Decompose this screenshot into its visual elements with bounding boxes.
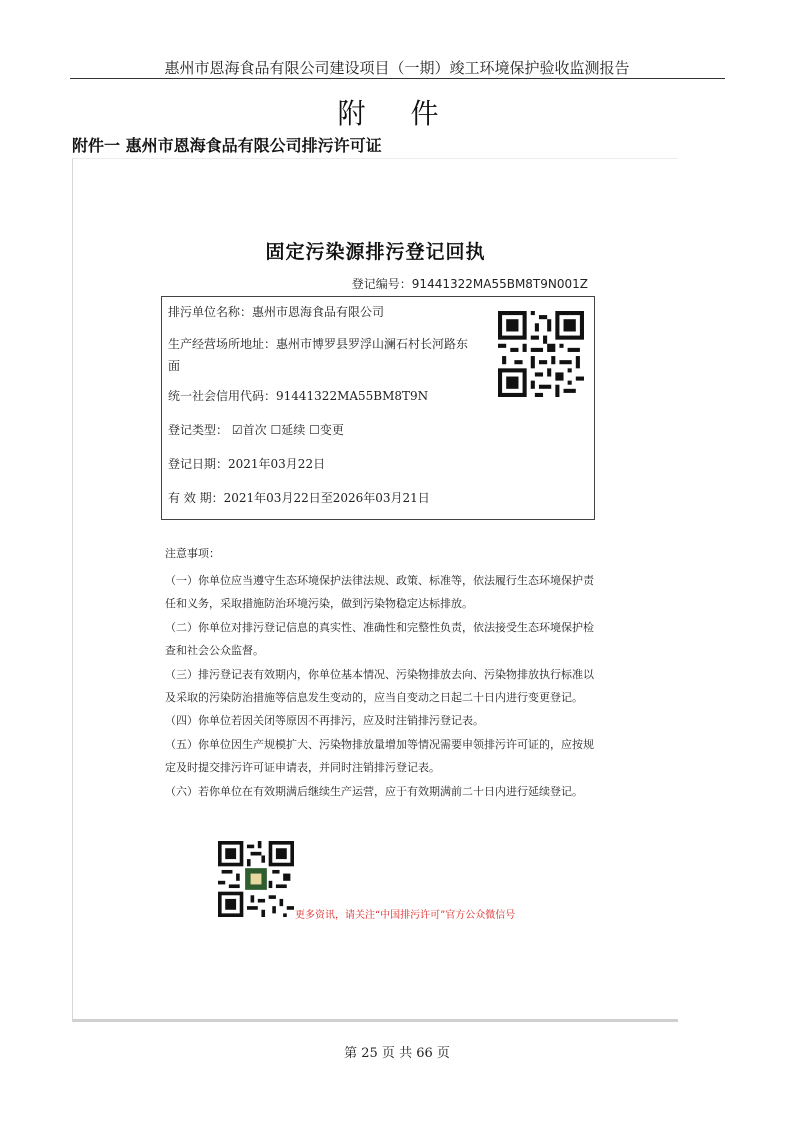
option-first: 首次: [242, 423, 267, 437]
note-line: （四）你单位若因关闭等原因不再排污，应及时注销排污登记表。: [165, 714, 484, 728]
option-change: 变更: [319, 423, 344, 437]
notes-section: [165, 545, 605, 803]
note-line: （六）若你单位在有效期满后继续生产运营，应于有效期满前二十日内进行延续登记。: [165, 784, 583, 798]
registration-date: 登记日期：2021年03月22日: [168, 457, 326, 471]
wechat-qr-code-icon: [218, 841, 294, 917]
option-renew: 延续: [281, 423, 306, 437]
address-line-2: 面: [168, 359, 181, 373]
checkbox-first-icon: ☑: [231, 423, 243, 437]
notes-heading: 注意事项：: [165, 547, 220, 560]
report-header-title: 惠州市恩海食品有限公司建设项目（一期）竣工环境保护验收监测报告: [164, 59, 630, 77]
note-line: 查和社会公众监督。: [165, 644, 264, 658]
certificate-title: 固定污染源排污登记回执: [265, 241, 486, 263]
credit-code: 统一社会信用代码：91441322MA55BM8T9N: [168, 389, 429, 403]
registration-type-label: 登记类型：: [168, 423, 229, 437]
scanned-certificate: [72, 158, 678, 1022]
note-line: （三）排污登记表有效期内，你单位基本情况、污染物排放去向、污染物排放执行标准以: [165, 667, 594, 681]
note-line: 及采取的污染防治措施等信息发生变动的，应当自变动之日起二十日内进行变更登记。: [165, 691, 583, 705]
appendix-title: 附件一 惠州市恩海食品有限公司排污许可证: [72, 136, 382, 155]
address-line-1: 生产经营场所地址：惠州市博罗县罗浮山澜石村长河路东: [168, 337, 469, 351]
note-line: 定及时提交排污许可证申请表，并同时注销排污登记表。: [165, 761, 440, 775]
registration-number: 登记编号：91441322MA55BM8T9N001Z: [351, 277, 588, 291]
wechat-follow-note: 更多资讯，请关注“中国排污许可”官方公众微信号: [295, 910, 516, 921]
page-number: 第 25 页 共 66 页: [344, 1046, 450, 1061]
note-line: 任和义务，采取措施防治环境污染，做到污染物稳定达标排放。: [165, 597, 473, 611]
note-line: （五）你单位因生产规模扩大、污染物排放量增加等情况需要申领排污许可证的，应按规: [165, 737, 594, 751]
certificate-info-box: [161, 296, 595, 520]
validity-period: 有 效 期：2021年03月22日至2026年03月21日: [168, 491, 430, 505]
note-line: （一）你单位应当遵守生态环境保护法律法规、政策、标准等，依法履行生态环境保护责: [165, 574, 594, 587]
page-heading: 附 件: [337, 97, 457, 130]
header-divider: [70, 78, 725, 79]
note-line: （二）你单位对排污登记信息的真实性、准确性和完整性负责，依法接受生态环境保护检: [165, 620, 594, 634]
registration-type: [168, 421, 344, 439]
checkbox-change-icon: ☐: [309, 423, 320, 437]
checkbox-renew-icon: ☐: [270, 423, 282, 437]
unit-name: 排污单位名称：惠州市恩海食品有限公司: [168, 305, 385, 319]
qr-code-icon: [498, 311, 584, 397]
